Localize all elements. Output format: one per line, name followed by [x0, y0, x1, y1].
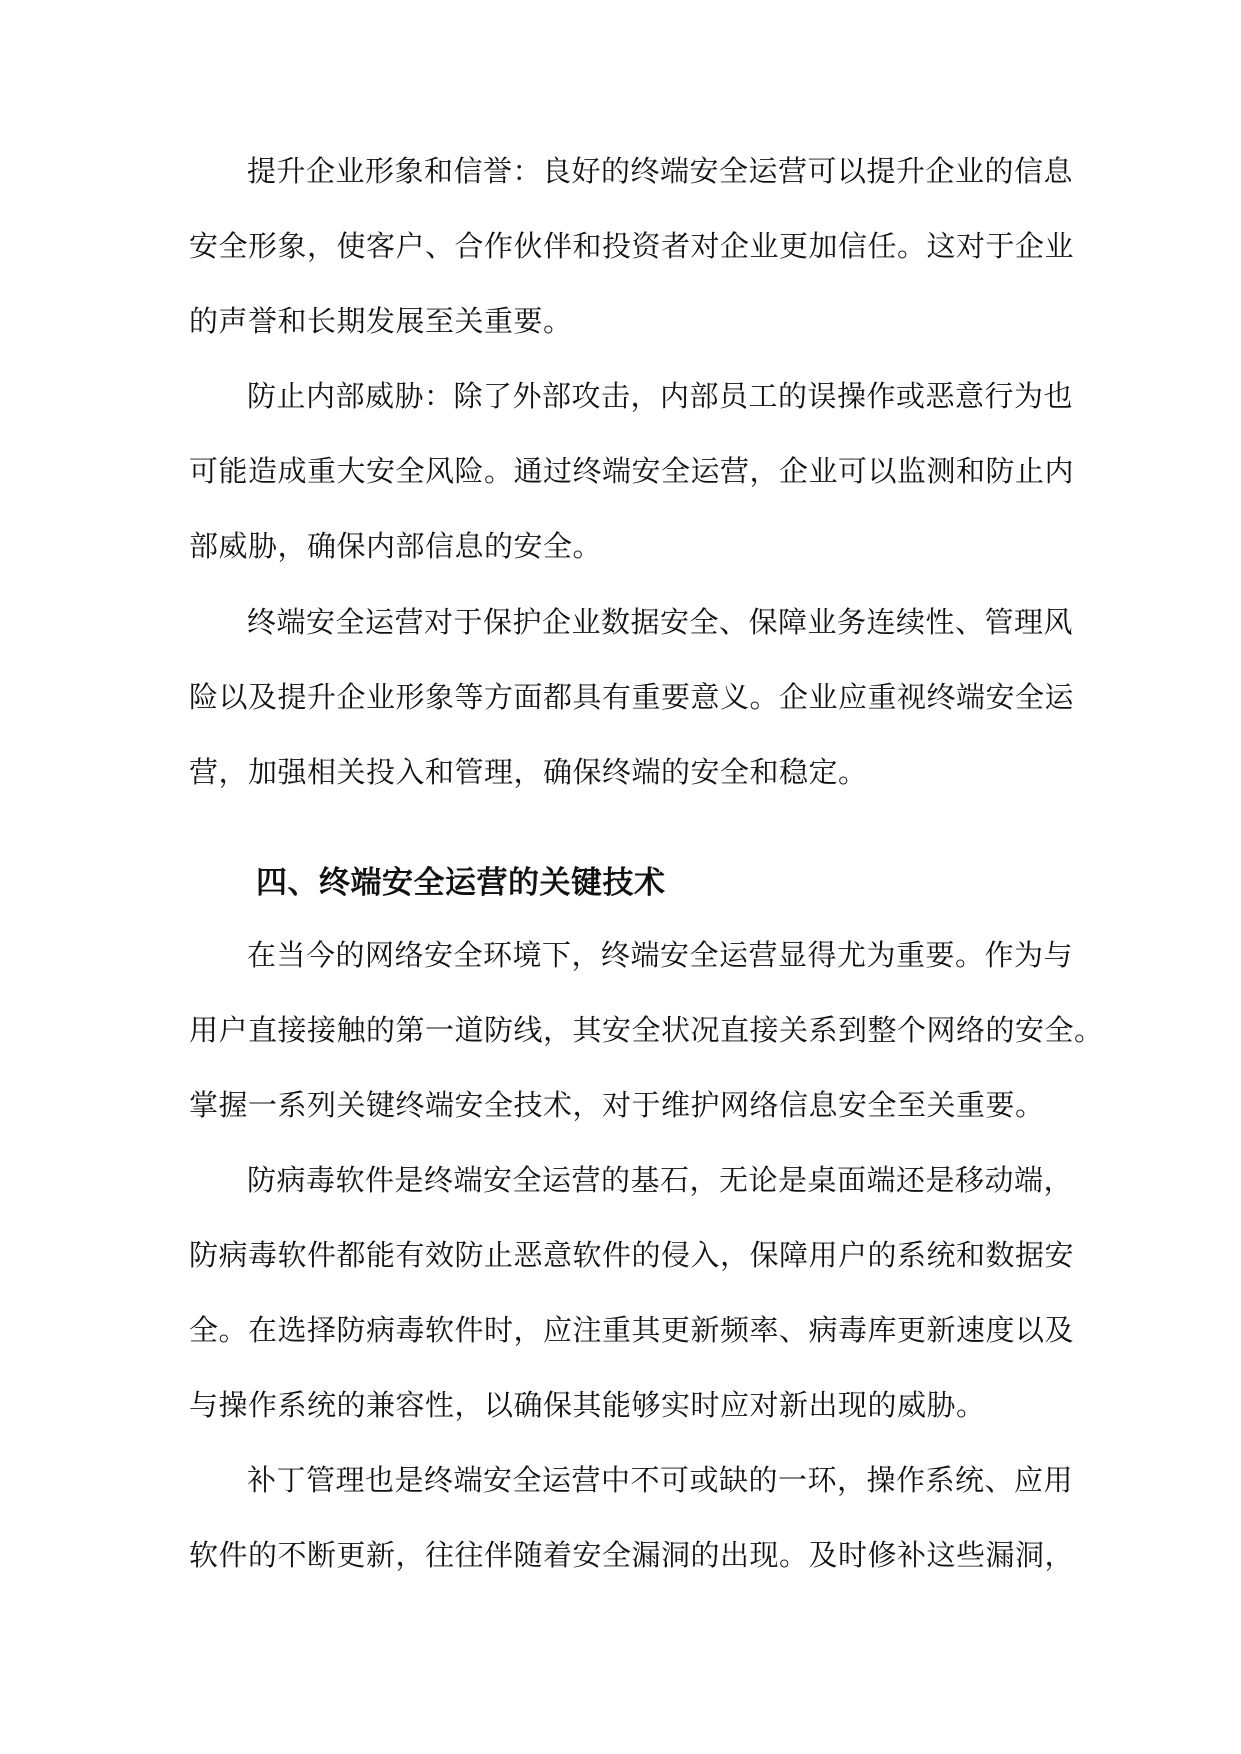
- paragraph-line: 防病毒软件都能有效防止恶意软件的侵入，保障用户的系统和数据安: [189, 1238, 1075, 1272]
- paragraph-line: 防病毒软件是终端安全运营的基石，无论是桌面端还是移动端，: [247, 1163, 1074, 1197]
- paragraph-line: 防止内部威胁：除了外部攻击，内部员工的误操作或恶意行为也: [247, 379, 1074, 413]
- paragraph-line: 险以及提升企业形象等方面都具有重要意义。企业应重视终端安全运: [189, 680, 1075, 714]
- paragraph-line: 的声誉和长期发展至关重要。: [189, 304, 573, 338]
- paragraph-line: 补丁管理也是终端安全运营中不可或缺的一环，操作系统、应用: [247, 1463, 1074, 1497]
- paragraph-line: 全。在选择防病毒软件时，应注重其更新频率、病毒库更新速度以及: [189, 1313, 1075, 1347]
- paragraph-line: 营，加强相关投入和管理，确保终端的安全和稳定。: [189, 755, 868, 789]
- paragraph-line: 与操作系统的兼容性，以确保其能够实时应对新出现的威胁。: [189, 1388, 986, 1422]
- paragraph-line: 在当今的网络安全环境下，终端安全运营显得尤为重要。作为与: [247, 938, 1074, 972]
- paragraph-line: 用户直接接触的第一道防线，其安全状况直接关系到整个网络的安全。: [189, 1013, 1104, 1047]
- paragraph-line: 掌握一系列关键终端安全技术，对于维护网络信息安全至关重要。: [189, 1088, 1045, 1122]
- paragraph-line: 提升企业形象和信誉：良好的终端安全运营可以提升企业的信息: [247, 154, 1074, 188]
- paragraph-line: 软件的不断更新，往往伴随着安全漏洞的出现。及时修补这些漏洞，: [189, 1538, 1075, 1572]
- paragraph-line: 可能造成重大安全风险。通过终端安全运营，企业可以监测和防止内: [189, 454, 1075, 488]
- paragraph-line: 部威胁，确保内部信息的安全。: [189, 529, 603, 563]
- paragraph-line: 安全形象，使客户、合作伙伴和投资者对企业更加信任。这对于企业: [189, 229, 1075, 263]
- section-heading: 四、终端安全运营的关键技术: [256, 865, 666, 901]
- paragraph-line: 终端安全运营对于保护企业数据安全、保障业务连续性、管理风: [247, 605, 1074, 639]
